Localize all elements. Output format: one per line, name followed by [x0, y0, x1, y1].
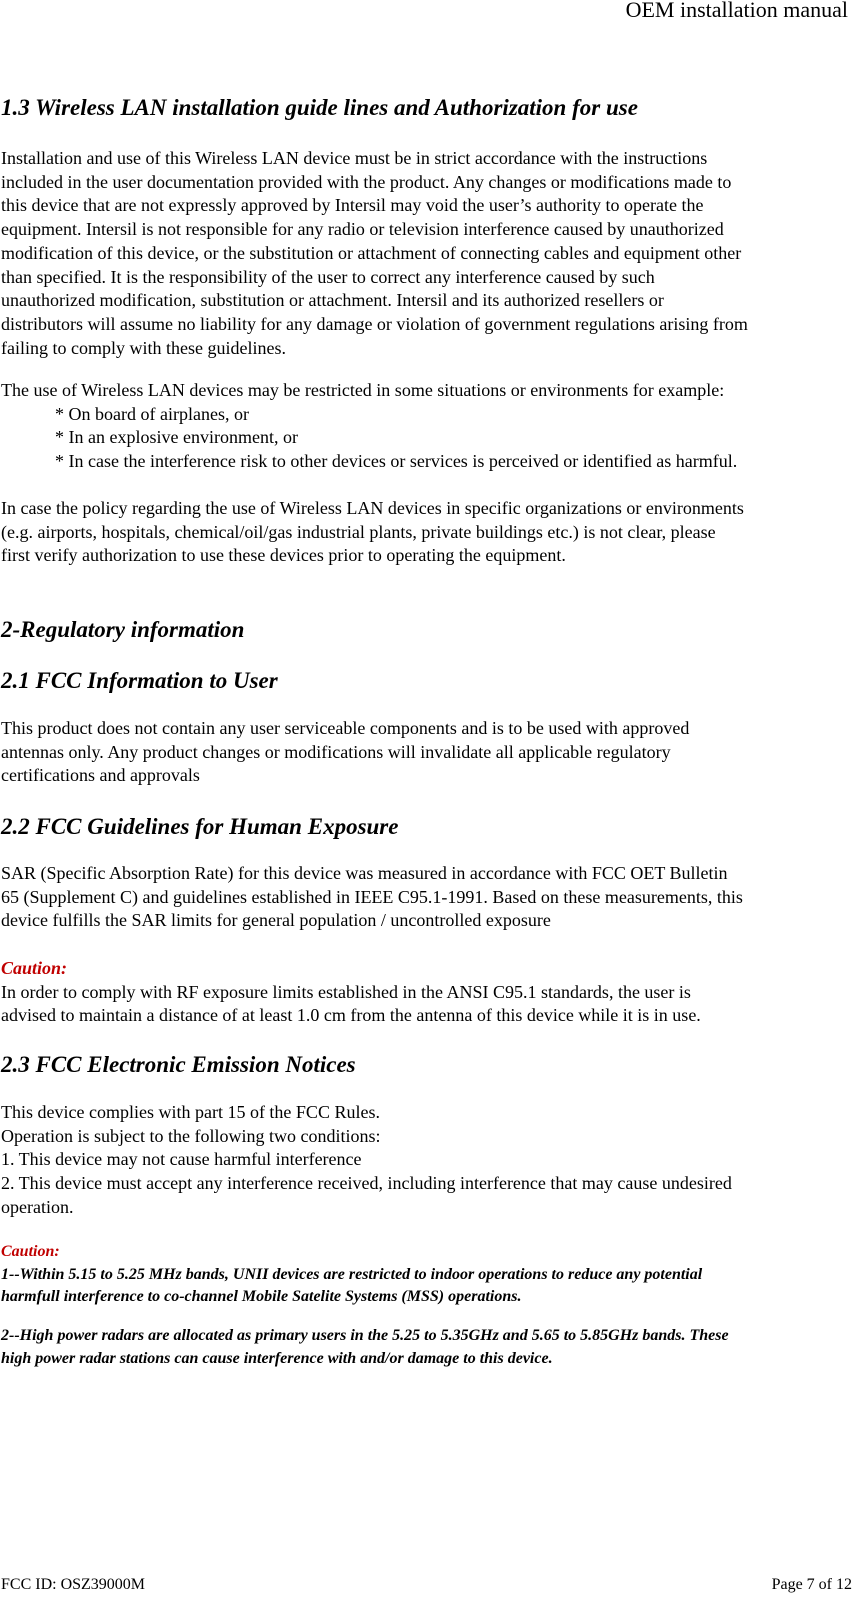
text-line: operation. [1, 1196, 74, 1217]
footer-page-number: Page 7 of 12 [771, 1576, 852, 1593]
caution-label: Caution: [1, 1243, 60, 1260]
text-line: In order to comply with RF exposure limits established in the ANSI C95.1 standards, the user is [1, 981, 691, 1002]
section-2-3-caution [1, 1241, 859, 1309]
footer-fcc-id: FCC ID: OSZ39000M [1, 1576, 146, 1593]
list-item: * In case the interference risk to other devices or services is perceived or identified as harmful. [55, 451, 738, 472]
text-line: certifications and approvals [1, 765, 200, 786]
text-line: high power radar stations can cause interference with and/or damage to this device. [1, 1349, 553, 1367]
text-line: 2. This device must accept any interference received, including interference that may cause undesired [1, 1173, 732, 1194]
text-line: device fulfills the SAR limits for general population / uncontrolled exposure [1, 910, 551, 931]
section-2-1-heading: 2.1 FCC Information to User [1, 668, 278, 693]
text-line: Operation is subject to the following two conditions: [1, 1125, 381, 1146]
section-2-3-paragraph [1, 1101, 859, 1220]
section-1-3-paragraph-1 [1, 147, 859, 360]
text-line: failing to comply with these guidelines. [1, 337, 286, 358]
text-line: modification of this device, or the substitution or attachment of connecting cables and equipment other [1, 242, 742, 263]
section-2-2-caution [1, 957, 859, 1028]
section-1-3-paragraph-2 [1, 379, 859, 474]
text-line: distributors will assume no liability for any damage or violation of government regulations arising from [1, 313, 748, 334]
text-line: this device that are not expressly approved by Intersil may void the user’s authority to operate the [1, 195, 704, 216]
text-line: advised to maintain a distance of at least 1.0 cm from the antenna of this device while it is in use. [1, 1005, 701, 1026]
text-line: 2--High power radars are allocated as primary users in the 5.25 to 5.35GHz and 5.65 to 5.85GHz bands. These [1, 1327, 729, 1344]
list-item: * On board of airplanes, or [55, 403, 249, 424]
text-line: SAR (Specific Absorption Rate) for this device was measured in accordance with FCC OET Bulletin [1, 863, 728, 883]
text-line: This device complies with part 15 of the FCC Rules. [1, 1102, 380, 1122]
section-2-2-heading: 2.2 FCC Guidelines for Human Exposure [1, 814, 399, 839]
text-line: The use of Wireless LAN devices may be restricted in some situations or environments for example: [1, 380, 725, 400]
section-2-3-heading: 2.3 FCC Electronic Emission Notices [1, 1052, 356, 1077]
text-line: equipment. Intersil is not responsible for any radio or television interference caused by unauthorized [1, 219, 724, 240]
section-2-2-paragraph [1, 862, 859, 933]
caution-label: Caution: [1, 958, 68, 978]
section-1-3-heading: 1.3 Wireless LAN installation guide lines and Authorization for use [1, 95, 638, 120]
text-line: 65 (Supplement C) and guidelines established in IEEE C95.1-1991. Based on these measurements, this [1, 886, 743, 907]
page-header-title: OEM installation manual [625, 0, 848, 22]
text-line: harmfull interference to co-channel Mobile Satelite Systems (MSS) operations. [1, 1288, 522, 1305]
text-line: first verify authorization to use these devices prior to operating the equipment. [1, 545, 566, 566]
section-1-3-paragraph-3 [1, 497, 859, 568]
text-line: This product does not contain any user serviceable components and is to be used with approved [1, 718, 690, 738]
text-line: antennas only. Any product changes or modifications will invalidate all applicable regulatory [1, 741, 671, 762]
section-2-1-paragraph [1, 717, 859, 788]
text-line: included in the user documentation provided with the product. Any changes or modifications made to [1, 171, 732, 192]
list-item: * In an explosive environment, or [55, 427, 298, 448]
section-2-3-caution-2 [1, 1325, 859, 1370]
text-line: In case the policy regarding the use of Wireless LAN devices in specific organizations or environments [1, 498, 744, 518]
text-line: Installation and use of this Wireless LAN device must be in strict accordance with the instructions [1, 148, 708, 168]
text-line: unauthorized modification, substitution or attachment. Intersil and its authorized resellers or [1, 290, 664, 311]
section-2-heading: 2-Regulatory information [1, 617, 245, 642]
text-line: 1--Within 5.15 to 5.25 MHz bands, UNII devices are restricted to indoor operations to reduce any potential [1, 1265, 703, 1283]
text-line: (e.g. airports, hospitals, chemical/oil/gas industrial plants, private buildings etc.) is not clear, please [1, 521, 716, 542]
text-line: than specified. It is the responsibility of the user to correct any interference caused by such [1, 266, 655, 287]
text-line: 1. This device may not cause harmful interference [1, 1149, 362, 1170]
